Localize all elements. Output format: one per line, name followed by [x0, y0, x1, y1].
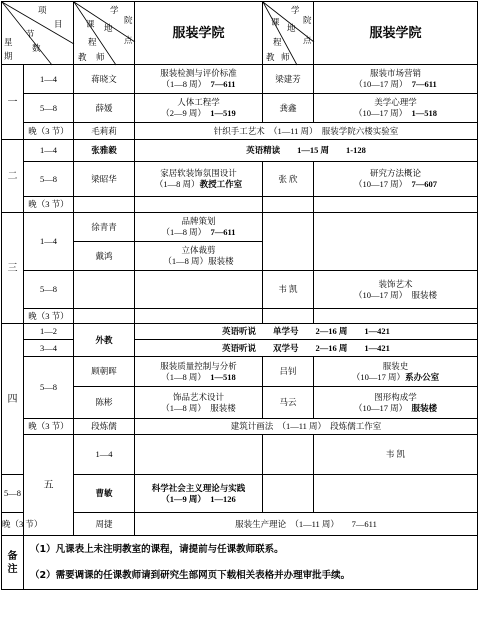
course-name: 图形构成学 — [374, 391, 417, 402]
period: 晚（3 节） — [24, 197, 74, 213]
course-cell: 英语听说 单学号 2—16 周 1—421 — [135, 324, 478, 340]
teacher: 马云 — [263, 387, 314, 419]
course-cell — [263, 435, 314, 475]
course-cell — [135, 242, 263, 271]
corner-label-xue: 学 — [110, 5, 119, 15]
period: 5—8 — [24, 162, 74, 197]
teacher: 梁建芳 — [263, 65, 314, 94]
teacher: 龚鑫 — [263, 94, 314, 123]
course-weeks: （10—17 周） — [354, 402, 403, 413]
corner-label-mu: 目 — [54, 19, 63, 29]
course-name: 研究方法概论 — [369, 168, 421, 178]
course-weeks: （1—8 周） — [154, 179, 200, 189]
teacher: 张 欣 — [263, 162, 314, 197]
corner-label-shu: 数 — [32, 43, 41, 53]
course-schedule-table — [1, 1, 478, 590]
corner-label-ke-2: 课 — [271, 17, 280, 27]
period: 晚（3 节） — [24, 123, 74, 140]
period: 1—4 — [24, 65, 74, 94]
teacher: 曹敏 — [74, 475, 135, 513]
teacher: 毛莉莉 — [74, 123, 135, 140]
corner-label-dian-2: 点 — [303, 35, 312, 45]
course-weeks: （10—17 周） — [354, 289, 403, 300]
teacher: 陈彬 — [74, 387, 135, 419]
teacher — [263, 213, 314, 271]
course-room: 1—519 — [210, 108, 236, 118]
course-cell — [314, 65, 478, 94]
corner-label-yuan: 院 — [124, 15, 133, 25]
corner-label-cheng: 程 — [88, 37, 97, 47]
course-cell — [314, 387, 478, 419]
teacher: 顾朝晖 — [74, 357, 135, 387]
period: 晚（3 节） — [24, 309, 74, 324]
course-name: 家居软装饰氛围设计 — [160, 168, 237, 178]
corner-label-shi-2: 师 — [281, 52, 290, 62]
course-name: 服装市场营销 — [369, 68, 421, 78]
course-weeks: （10—17 周） — [354, 179, 403, 189]
teacher: 张雅毅 — [74, 140, 135, 162]
notes-label-a: 备 — [7, 550, 18, 562]
day-friday: 五 — [24, 435, 74, 536]
course-cell — [314, 357, 478, 387]
course-room: 7—611 — [411, 79, 437, 89]
course-cell — [135, 162, 263, 197]
corner-header-mid — [74, 2, 135, 65]
course-weeks: （1—8 周） — [161, 227, 202, 237]
teacher: 韦 凯 — [263, 271, 314, 309]
period: 1—4 — [74, 435, 135, 475]
corner-label-jiao-2: 教 — [266, 52, 275, 62]
notes-label-b: 注 — [7, 563, 18, 575]
course-name: 服装质量控制与分析 — [160, 360, 237, 371]
course-cell — [135, 197, 263, 213]
course-room: 教授工作室 — [199, 179, 243, 189]
teacher — [263, 475, 314, 513]
teacher: 梁昭华 — [74, 162, 135, 197]
header-college-1: 服装学院 — [135, 2, 263, 65]
period: 5—8 — [2, 475, 24, 513]
course-cell — [314, 309, 478, 324]
period: 1—4 — [24, 140, 74, 162]
teacher — [135, 435, 263, 475]
course-name: 品牌策划 — [181, 216, 216, 226]
course-room: 系办公室 — [405, 371, 440, 382]
corner-header-left — [2, 2, 74, 65]
course-name: 服装检测与评价标准 — [160, 68, 237, 78]
course-room: 7—607 — [411, 179, 437, 189]
course-cell — [135, 94, 263, 123]
course-name: 立体裁剪 — [181, 245, 216, 255]
teacher — [263, 309, 314, 324]
note-2: （2）需要调课的任课教师请到研究生部网页下载相关表格并办理审批手续。 — [24, 563, 478, 590]
course-cell — [135, 475, 263, 513]
teacher: 周捷 — [74, 513, 135, 536]
note-1: （1）凡课表上未注明教室的课程，请提前与任课教师联系。 — [24, 536, 478, 563]
course-cell — [135, 271, 263, 309]
course-cell — [135, 65, 263, 94]
teacher: 外教 — [74, 324, 135, 357]
course-room: 1—518 — [210, 371, 236, 382]
corner-label-di: 地 — [104, 23, 113, 33]
course-name: 人体工程学 — [177, 97, 220, 107]
course-cell — [314, 197, 478, 213]
notes-label — [2, 536, 24, 590]
teacher — [74, 271, 135, 309]
course-weeks: （1—8 周） — [161, 402, 202, 413]
corner-label-dian: 点 — [124, 35, 133, 45]
period: 晚（3 节） — [2, 513, 24, 536]
course-cell: 英语精读 1—15 周 1-128 — [135, 140, 478, 162]
course-weeks: （10—17 周） — [354, 79, 404, 89]
corner-label-xiang: 项 — [38, 5, 47, 15]
teacher — [263, 197, 314, 213]
course-cell: 建筑计画法 （1—11 周） 段炼儒工作室 — [135, 419, 478, 435]
course-cell: 服装生产理论 （1—11 周） 7—611 — [135, 513, 478, 536]
corner-label-yuan-2: 院 — [303, 15, 312, 25]
course-cell — [314, 475, 478, 513]
period: 晚（3 节） — [24, 419, 74, 435]
course-room: 服装楼 — [210, 402, 236, 413]
course-room: 7—611 — [210, 79, 236, 89]
course-room: 1—518 — [411, 108, 437, 118]
teacher: 戴鸿 — [74, 242, 135, 271]
course-cell — [135, 309, 263, 324]
course-name: 饰品艺术设计 — [172, 391, 224, 402]
course-cell: 针织手工艺术 （1—11 周） 服装学院六楼实验室 — [135, 123, 478, 140]
course-cell — [314, 162, 478, 197]
corner-header-right — [263, 2, 314, 65]
course-room: 1—126 — [210, 493, 236, 504]
course-weeks: （1—9 周） — [161, 493, 202, 504]
corner-label-xue-2: 学 — [291, 5, 300, 15]
period: 5—8 — [24, 271, 74, 309]
corner-label-xing: 星 — [4, 37, 13, 47]
corner-label-cheng-2: 程 — [273, 37, 282, 47]
period: 3—4 — [24, 340, 74, 357]
course-cell — [135, 213, 263, 242]
course-weeks: （10—17 周） — [351, 371, 406, 382]
period: 1—2 — [24, 324, 74, 340]
corner-label-jiao: 教 — [78, 52, 87, 62]
course-room: 服装楼 — [208, 256, 234, 266]
course-weeks: （1—8 周） — [163, 256, 209, 266]
header-college-2: 服装学院 — [314, 2, 478, 65]
course-room: 服装楼 — [411, 402, 437, 413]
corner-label-ke: 课 — [86, 19, 95, 29]
corner-label-shi: 师 — [96, 52, 105, 62]
course-room: 服装楼 — [411, 289, 437, 300]
corner-label-di-2: 地 — [287, 23, 296, 33]
course-name: 服装史 — [382, 360, 409, 371]
day-tuesday: 二 — [2, 140, 24, 213]
course-weeks: （1—8 周） — [161, 371, 202, 382]
course-cell — [135, 387, 263, 419]
corner-label-qi: 期 — [4, 51, 13, 61]
course-weeks: （1—8 周） — [161, 79, 202, 89]
course-room: 7—611 — [210, 227, 236, 237]
day-monday: 一 — [2, 65, 24, 140]
teacher: 薛媛 — [74, 94, 135, 123]
period: 5—8 — [24, 94, 74, 123]
teacher — [74, 197, 135, 213]
teacher: 韦 凯 — [314, 435, 478, 475]
period: 5—8 — [24, 357, 74, 419]
course-weeks: （2—9 周） — [161, 108, 202, 118]
course-name: 美学心理学 — [374, 97, 417, 107]
teacher: 徐青青 — [74, 213, 135, 242]
teacher: 段炼儒 — [74, 419, 135, 435]
course-weeks: （10—17 周） — [354, 108, 403, 118]
teacher: 吕钊 — [263, 357, 314, 387]
corner-label-jie: 节 — [26, 29, 35, 39]
teacher — [74, 309, 135, 324]
course-cell — [314, 94, 478, 123]
course-cell: 英语听说 双学号 2—16 周 1—421 — [135, 340, 478, 357]
day-thursday: 四 — [2, 324, 24, 475]
course-cell — [314, 271, 478, 309]
teacher: 蒋晓文 — [74, 65, 135, 94]
day-wednesday: 三 — [2, 213, 24, 324]
course-cell — [314, 213, 478, 271]
period: 1—4 — [24, 213, 74, 271]
course-name: 科学社会主义理论与实践 — [151, 482, 246, 493]
course-cell — [135, 357, 263, 387]
course-name: 装饰艺术 — [378, 278, 413, 289]
